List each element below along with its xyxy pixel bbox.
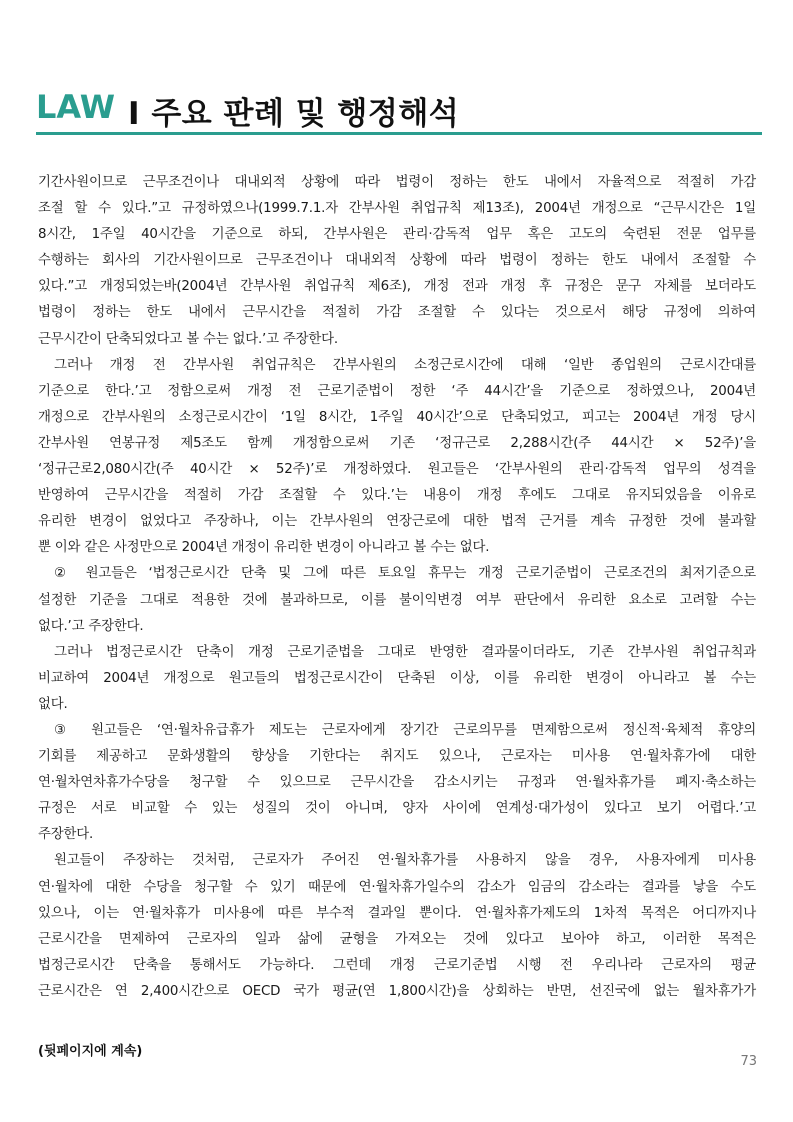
text-line: 비교하여 2004년 개정으로 원고들의 법정근로시간이 단축된 이상, 이를 유리한 변경이 아니라고 볼 수는 xyxy=(38,670,756,686)
text-line: 법정근로시간 단축을 통해서도 가능하다. 그런데 개정 근로기준법 시행 전 우리나라 근로자의 평균 xyxy=(38,957,756,973)
text-line: 없다. xyxy=(38,696,68,712)
text-line: ② 원고들은 ‘법정근로시간 단축 및 그에 따른 토요일 휴무는 개정 근로기준법이 근로조건의 최저기준으로 xyxy=(54,566,756,582)
text-line: ‘정규근로2,080시간(주 40시간 × 52주)’로 개정하였다. 원고들은 ‘간부사원의 관리·감독적 업무의 성격을 xyxy=(38,462,756,478)
text-line: 유리한 변경이 없었다고 주장하나, 이는 간부사원의 연장근로에 대한 법적 근거를 계속 규정한 것에 불과할 xyxy=(38,514,756,530)
text-line: 연·월차에 대한 수당을 청구할 수 있기 때문에 연·월차휴가일수의 감소가 임금의 감소라는 결과를 낳을 수도 xyxy=(38,879,756,895)
text-line: 근로시간은 연 2,400시간으로 OECD 국가 평균(연 1,800시간)을 상회하는 반면, 선진국에 없는 월차휴가가 xyxy=(38,983,756,999)
text-line: 기간사원이므로 근무조건이나 대내외적 상황에 따라 법령이 정하는 한도 내에서 자율적으로 적절히 가감 xyxy=(38,175,756,190)
text-line: 있다.”고 개정되었는바(2004년 간부사원 취업규칙 제6조), 개정 전과 개정 후 규정은 문구 자체를 보더라도 xyxy=(38,279,756,295)
text-line: 간부사원 연봉규정 제5조도 함께 개정함으로써 기존 ‘정규근로 2,288시간(주 44시간 × 52주)’을 xyxy=(38,435,756,451)
continued-note: (뒷페이지에 계속) xyxy=(38,1044,143,1059)
header-divider xyxy=(36,132,762,135)
text-line: 있으나, 이는 연·월차휴가 미사용에 따른 부수적 결과일 뿐이다. 연·월차휴가제도의 1차적 목적은 어디까지나 xyxy=(38,905,756,921)
text-line: 개정으로 간부사원의 소정근로시간이 ‘1일 8시간, 1주일 40시간’으로 단축되었고, 피고는 2004년 개정 당시 xyxy=(38,409,756,425)
text-line: 없다.’고 주장한다. xyxy=(38,618,144,634)
page-header xyxy=(36,86,762,134)
text-line: 주장한다. xyxy=(38,827,93,843)
text-line: 설정한 기준을 그대로 적용한 것에 불과하므로, 이를 불이익변경 여부 판단에서 유리한 요소로 고려할 수는 xyxy=(38,592,756,608)
text-line: 그러나 개정 전 간부사원 취업규칙은 간부사원의 소정근로시간에 대해 ‘일반 종업원의 근로시간대를 xyxy=(54,357,756,373)
text-line: 법령이 정하는 한도 내에서 근무시간을 적절히 가감 조절할 수 있다는 것으로서 해당 규정에 의하여 xyxy=(38,305,756,321)
text-line: 원고들이 주장하는 것처럼, 근로자가 주어진 연·월차휴가를 사용하지 않을 경우, 사용자에게 미사용 xyxy=(54,853,756,869)
text-line: 기회를 제공하고 문화생활의 향상을 기한다는 취지도 있으나, 근로자는 미사용 연·월차휴가에 대한 xyxy=(38,749,756,765)
text-line: 8시간, 1주일 40시간을 기준으로 하되, 간부사원은 관리·감독적 업무 혹은 고도의 숙련된 전문 업무를 xyxy=(38,227,756,243)
text-line: 규정은 서로 비교할 수 있는 성질의 것이 아니며, 양자 사이에 연계성·대가성이 있다고 보기 어렵다.’고 xyxy=(38,801,756,817)
text-line: 수행하는 회사의 기간사원이므로 근무조건이나 대내외적 상황에 따라 법령이 정하는 한도 내에서 조절할 수 xyxy=(38,253,756,269)
text-line: 연·월차연차휴가수당을 청구할 수 있으므로 근무시간을 감소시키는 규정과 연·월차휴가를 폐지·축소하는 xyxy=(38,775,756,791)
text-line: 뿐 이와 같은 사정만으로 2004년 개정이 유리한 변경이 아니라고 볼 수는 없다. xyxy=(38,540,490,556)
text-line: 근로시간을 면제하여 근로자의 일과 삶에 균형을 가져오는 것에 있다고 보아야 하고, 이러한 목적은 xyxy=(38,931,756,947)
section-label: LAW xyxy=(36,88,116,126)
page-number: 73 xyxy=(740,1054,757,1069)
text-line: 반영하여 근무시간을 적절히 가감 조절할 수 있다.’는 내용이 개정 후에도 그대로 유지되었음을 이유로 xyxy=(38,488,756,504)
text-line: 조절 할 수 있다.”고 규정하였으나(1999.7.1.자 간부사원 취업규칙 제13조), 2004년 개정으로 “근무시간은 1일 xyxy=(38,201,756,217)
text-line: 근무시간이 단축되었다고 볼 수는 없다.’고 주장한다. xyxy=(38,331,338,347)
text-line: 그러나 법정근로시간 단축이 개정 근로기준법을 그대로 반영한 결과물이더라도, 기존 간부사원 취업규칙과 xyxy=(54,644,756,660)
page-title: I 주요 판례 및 행정해석 xyxy=(128,96,460,132)
text-line: 기준으로 한다.’고 정함으로써 개정 전 근로기준법이 정한 ‘주 44시간’을 기준으로 정하였으나, 2004년 xyxy=(38,383,756,399)
text-line: ③ 원고들은 ‘연·월차유급휴가 제도는 근로자에게 장기간 근로의무를 면제함으로써 정신적·육체적 휴양의 xyxy=(54,722,756,738)
body-text xyxy=(38,170,756,1005)
